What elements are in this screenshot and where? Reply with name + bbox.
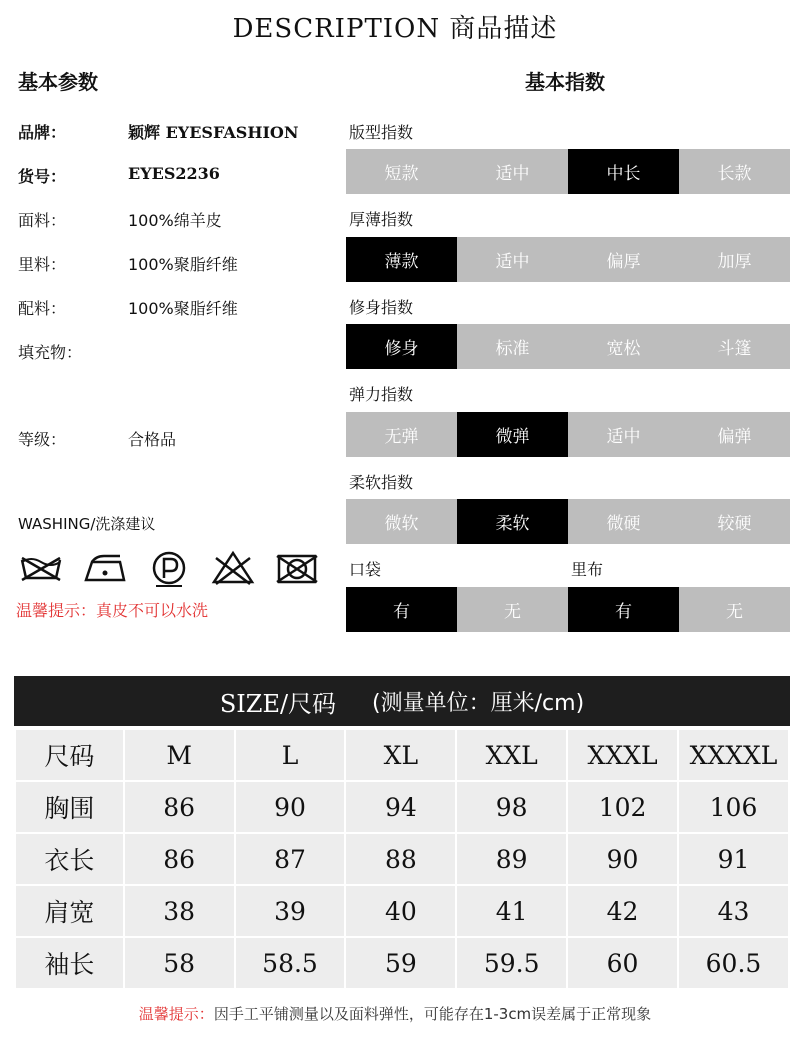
table-row	[16, 834, 788, 884]
softness-option: 微软	[346, 499, 457, 544]
table-cell: 58	[125, 938, 234, 988]
fit-index-label: 版型指数	[349, 123, 414, 142]
title-cn: 商品描述	[449, 14, 558, 44]
fit-index-selector	[346, 149, 790, 194]
param-row-brand	[18, 120, 338, 148]
thickness-option: 加厚	[679, 237, 790, 282]
param-value: 100%聚脂纤维	[128, 255, 238, 274]
param-row-fabric	[18, 208, 338, 236]
washing-warning: 温馨提示：真皮不可以水洗	[16, 601, 209, 620]
fit-option: 适中	[457, 149, 568, 194]
table-row	[16, 886, 788, 936]
table-cell: 102	[568, 782, 677, 832]
table-cell: 86	[125, 834, 234, 884]
param-key: 填充物：	[18, 343, 83, 362]
thickness-option: 薄款	[346, 237, 457, 282]
slim-option: 斗篷	[679, 324, 790, 369]
no-tumble-dry-icon	[274, 548, 320, 588]
fit-option: 中长	[568, 149, 679, 194]
param-key: 品牌：	[18, 123, 67, 142]
param-key: 货号：	[18, 167, 67, 186]
param-row-lining	[18, 252, 338, 280]
table-cell: XXXL	[568, 730, 677, 780]
fit-option: 短款	[346, 149, 457, 194]
footer-note	[0, 1003, 790, 1024]
lining-option: 无	[679, 587, 790, 632]
iron-low-icon	[82, 548, 128, 588]
table-cell: 94	[346, 782, 455, 832]
table-cell: 90	[236, 782, 345, 832]
param-row-grade	[18, 427, 338, 455]
table-cell: 60	[568, 938, 677, 988]
lining-option: 有	[568, 587, 679, 632]
thickness-option: 偏厚	[568, 237, 679, 282]
pocket-option: 无	[457, 587, 568, 632]
no-wash-icon	[18, 548, 64, 588]
table-cell: 袖长	[16, 938, 123, 988]
table-cell: 39	[236, 886, 345, 936]
washing-label: WASHING/洗涤建议	[18, 515, 156, 533]
table-cell: 41	[457, 886, 566, 936]
table-cell: 40	[346, 886, 455, 936]
table-cell: 58.5	[236, 938, 345, 988]
param-key: 面料：	[18, 211, 67, 230]
softness-index-label: 柔软指数	[349, 473, 414, 492]
footer-text: 因手工平铺测量以及面料弹性，可能存在1-3cm误差属于正常现象	[213, 1005, 652, 1023]
table-row	[16, 782, 788, 832]
table-cell: L	[236, 730, 345, 780]
table-cell: 98	[457, 782, 566, 832]
table-cell: 43	[679, 886, 788, 936]
table-cell: 91	[679, 834, 788, 884]
table-cell: 肩宽	[16, 886, 123, 936]
fit-option: 长款	[679, 149, 790, 194]
param-key: 里料：	[18, 255, 67, 274]
pocket-lining-selector	[346, 587, 790, 632]
elasticity-option: 偏弹	[679, 412, 790, 457]
size-chart-title: SIZE/尺码	[219, 689, 337, 718]
elasticity-option: 微弹	[457, 412, 568, 457]
table-cell: XXL	[457, 730, 566, 780]
size-chart-unit: (测量单位：厘米/cm)	[372, 690, 585, 716]
title-en: DESCRIPTION	[232, 14, 441, 44]
softness-option: 柔软	[457, 499, 568, 544]
table-cell: 60.5	[679, 938, 788, 988]
size-chart-header	[14, 676, 790, 726]
param-row-item-no	[18, 164, 338, 192]
param-key: 配料：	[18, 299, 67, 318]
table-row	[16, 730, 788, 780]
table-cell: XL	[346, 730, 455, 780]
slim-option: 宽松	[568, 324, 679, 369]
slim-option: 标准	[457, 324, 568, 369]
size-table	[14, 728, 790, 990]
softness-index-selector	[346, 499, 790, 544]
table-cell: 尺码	[16, 730, 123, 780]
softness-option: 较硬	[679, 499, 790, 544]
softness-option: 微硬	[568, 499, 679, 544]
param-value: 100%绵羊皮	[128, 211, 222, 230]
table-cell: 88	[346, 834, 455, 884]
slim-option: 修身	[346, 324, 457, 369]
elasticity-index-label: 弹力指数	[349, 385, 414, 404]
param-row-filling	[18, 340, 338, 368]
lining-label: 里布	[571, 560, 604, 579]
basic-params-heading: 基本参数	[18, 70, 98, 94]
param-value: EYES2236	[128, 164, 220, 183]
thickness-index-label: 厚薄指数	[349, 210, 414, 229]
param-key: 等级：	[18, 430, 67, 449]
elasticity-index-selector	[346, 412, 790, 457]
table-cell: 90	[568, 834, 677, 884]
param-value: 合格品	[128, 430, 177, 449]
table-cell: 胸围	[16, 782, 123, 832]
elasticity-option: 无弹	[346, 412, 457, 457]
table-cell: 106	[679, 782, 788, 832]
wash-icons	[18, 548, 320, 588]
footer-prefix: 温馨提示：	[138, 1005, 214, 1023]
table-cell: XXXXL	[679, 730, 788, 780]
param-value: 100%聚脂纤维	[128, 299, 238, 318]
param-value: 颖辉 EYESFASHION	[128, 123, 299, 142]
no-bleach-icon	[210, 548, 256, 588]
table-cell: 42	[568, 886, 677, 936]
table-cell: M	[125, 730, 234, 780]
thickness-index-selector	[346, 237, 790, 282]
table-cell: 86	[125, 782, 234, 832]
table-row	[16, 938, 788, 988]
page-title	[0, 8, 790, 45]
param-row-accessory	[18, 296, 338, 324]
table-cell: 38	[125, 886, 234, 936]
slim-index-selector	[346, 324, 790, 369]
thickness-option: 适中	[457, 237, 568, 282]
elasticity-option: 适中	[568, 412, 679, 457]
slim-index-label: 修身指数	[349, 298, 414, 317]
table-cell: 87	[236, 834, 345, 884]
pocket-option: 有	[346, 587, 457, 632]
table-cell: 59.5	[457, 938, 566, 988]
table-cell: 59	[346, 938, 455, 988]
basic-index-heading: 基本指数	[525, 70, 605, 94]
table-cell: 衣长	[16, 834, 123, 884]
pocket-label: 口袋	[349, 560, 382, 579]
dry-clean-p-icon	[146, 548, 192, 588]
table-cell: 89	[457, 834, 566, 884]
